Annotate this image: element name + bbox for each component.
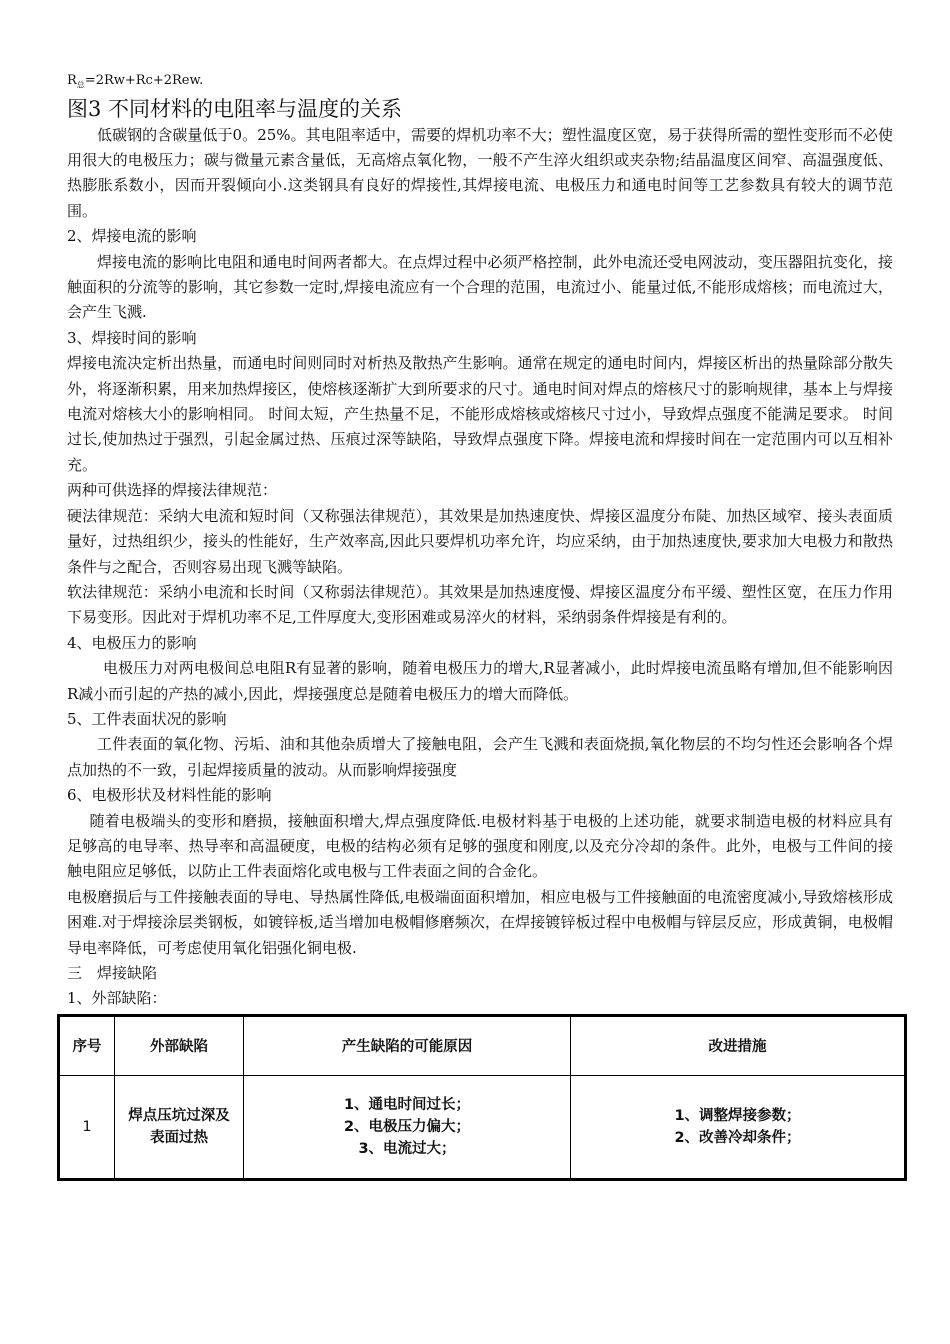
section-heading-external-defects: 1、外部缺陷： — [67, 989, 167, 1008]
paragraph-welding-time: 焊接电流决定析出热量，而通电时间则同时对析热及散热产生影响。通常在规定的通电时间内，焊接区析出的热量除部分散失外，将逐渐积累，用来加热焊接区，使熔核逐渐扩大到所要求的尺寸。通电时间对焊点的熔核尺寸的影响规律，基本上与焊接电流对熔核大小的影响相同。 时间太短，产生热量不足，不能形成熔核或熔核尺寸过小，导致焊点强度不能满足要求。 时间过长,使加热过于强烈，引起金属过热、压痕过深等缺陷，导致焊点强度下降。焊接电流和焊接时间在一定范围内可以互相补充。 — [67, 354, 893, 474]
cell-causes — [244, 1075, 571, 1179]
section-heading-welding-time: 3、焊接时间的影响 — [67, 328, 197, 347]
section-heading-electrode-shape: 6、电极形状及材料性能的影响 — [67, 786, 272, 805]
section-heading-welding-current: 2、焊接电流的影响 — [67, 227, 197, 246]
paragraph-electrode-pressure: 电极压力对两电极间总电阻R有显著的影响，随着电极压力的增大,R显著减小，此时焊接电流虽略有增加,但不能影响因R减小而引起的产热的减小,因此，焊接强度总是随着电极压力的增大而降低。 — [67, 659, 893, 703]
document-page — [67, 72, 893, 1181]
measure-item: 1、调整焊接参数； — [674, 1107, 801, 1124]
paragraph-hard-specification: 硬法律规范：采纳大电流和短时间（又称强法律规范），其效果是加热速度快、焊接区温度分布陡、加热区域窄、接头表面质量好，过热组织少，接头的性能好，生产效率高,因此只要焊机功率允许，均应采纳，由于加热速度快,要求加大电极力和散热条件与之配合，否则容易出现飞溅等缺陷。 — [67, 506, 893, 576]
external-defects-table — [57, 1014, 907, 1181]
cause-item: 1、通电时间过长； — [343, 1096, 471, 1113]
header-measures: 改进措施 — [571, 1015, 906, 1075]
header-defect: 外部缺陷 — [115, 1015, 244, 1075]
table-row — [59, 1075, 906, 1179]
paragraph-welding-current: 焊接电流的影响比电阻和通电时间两者都大。在点焊过程中必须严格控制，此外电流还受电网波动，变压器阻抗变化，接触面积的分流等的影响，其它参数一定时,焊接电流应有一个合理的范围，电流过小、能量过低,不能形成熔核；而电流过大，会产生飞溅. — [67, 252, 893, 322]
paragraph-low-carbon-steel: 低碳钢的含碳量低于0。25%。其电阻率适中，需要的焊机功率不大；塑性温度区宽，易于获得所需的塑性变形而不必使用很大的电极压力；碳与微量元素含量低，无高熔点氧化物，一般不产生淬火组织或夹杂物;结晶温度区间窄、高温强度低、热膨胀系数小，因而开裂倾向小.这类钢具有良好的焊接性,其焊接电流、电极压力和通电时间等工艺参数具有较大的调节范围。 — [67, 125, 893, 220]
resistance-formula: $R_总=2Rw+Rc+2Rew$. — [67, 73, 204, 90]
section-heading-surface-condition: 5、工件表面状况的影响 — [67, 709, 227, 728]
paragraph-electrode-wear: 电极磨损后与工件接触表面的导电、导热属性降低,电极端面面积增加，相应电极与工件接触面的电流密度减小,导致熔核形成困难.对于焊接涂层类钢板，如镀锌板,适当增加电极帽修磨频次，在焊接镀锌板过程中电极帽与锌层反应，形成黄铜，电极帽导电率降低，可考虑使用氧化铝强化铜电极. — [67, 887, 893, 957]
cell-measures — [571, 1075, 906, 1179]
cell-defect — [115, 1075, 244, 1179]
paragraph-surface-condition: 工件表面的氧化物、污垢、油和其他杂质增大了接触电阻，会产生飞溅和表面烧损,氧化物层的不均匀性还会影响各个焊点加热的不一致，引起焊接质量的波动。从而影响焊接强度 — [67, 735, 893, 779]
cause-item: 2、电极压力偏大； — [343, 1118, 471, 1135]
figure-title: 图3 不同材料的电阻率与温度的关系 — [67, 96, 403, 121]
defect-text: 焊点压坑过深及表面过热 — [128, 1107, 230, 1146]
header-causes: 产生缺陷的可能原因 — [244, 1015, 571, 1075]
cell-number: 1 — [59, 1075, 115, 1179]
paragraph-two-specifications: 两种可供选择的焊接法律规范： — [67, 481, 278, 500]
section-heading-electrode-pressure: 4、电极压力的影响 — [67, 633, 197, 652]
section-heading-welding-defects: 三 焊接缺陷 — [67, 964, 158, 982]
header-number: 序号 — [59, 1015, 115, 1075]
paragraph-electrode-shape: 随着电极端头的变形和磨损，接触面积增大,焊点强度降低.电极材料基于电极的上述功能，就要求制造电极的材料应具有足够高的电导率、热导率和高温硬度，电极的结构必须有足够的强度和刚度,以及充分冷却的条件。此外，电极与工件间的接触电阻应足够低，以防止工件表面熔化或电极与工件表面之间的合金化。 — [67, 811, 893, 881]
paragraph-soft-specification: 软法律规范：采纳小电流和长时间（又称弱法律规范）。其效果是加热速度慢、焊接区温度分布平缓、塑性区宽，在压力作用下易变形。因此对于焊机功率不足,工件厚度大,变形困难或易淬火的材料，采纳弱条件焊接是有利的。 — [67, 582, 893, 627]
table-header-row — [59, 1015, 906, 1075]
cause-item: 3、电流过大； — [358, 1140, 456, 1157]
measure-item: 2、改善冷却条件； — [674, 1129, 801, 1146]
